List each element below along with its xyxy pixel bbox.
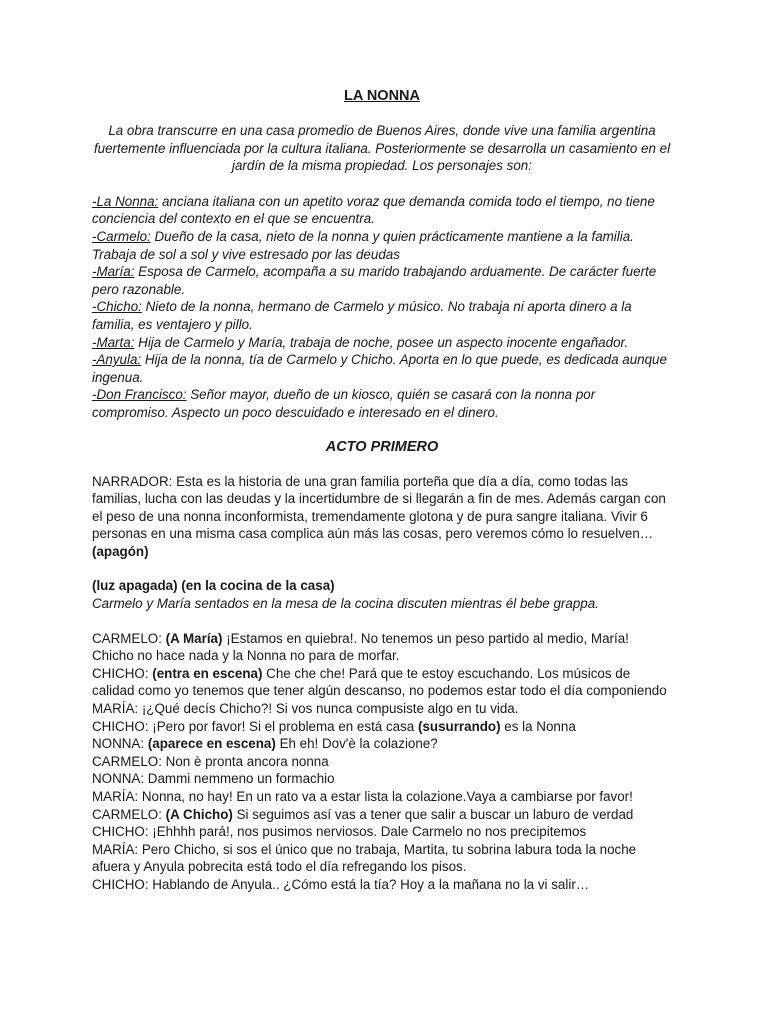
dialogue-line [92,700,672,718]
dialogue-line [92,665,672,700]
dialogue-line [92,753,672,771]
character-description: Dueño de la casa, nieto de la nonna y quien prácticamente mantiene a la familia. Trabaja de sol a sol y vive estresado por las deudas [92,228,634,262]
character-description: Hija de Carmelo y María, trabaja de noche, posee un aspecto inocente engañador. [134,334,629,350]
dialogue-text: NONNA: [92,736,148,752]
scene-heading: (luz apagada) (en la cocina de la casa) [92,578,335,594]
character-description: Hija de la nonna, tía de Carmelo y Chicho. Aporta en lo que puede, es dedicada aunque ingenua. [92,352,667,385]
character-entry [92,351,672,386]
character-name: -Anyula: [92,352,142,368]
dialogue-text: CHICHO: ¡Ehhhh pará!, nos pusimos nerviosos. Dale Carmelo no nos precipitemos [92,824,587,840]
dialogue-text: CARMELO: [92,806,166,822]
scene-block [92,577,672,612]
dialogue-text: CARMELO: [92,630,166,646]
dialogue-line [92,841,672,876]
document-page [92,86,672,894]
stage-direction: (A Chicho) [165,806,233,822]
dialogue-text: CHICHO: Hablando de Anyula.. ¿Cómo está la tía? Hoy a la mañana no la vi salir… [92,876,590,892]
dialogue-text: Che che che! Pará que te estoy escuchando. Los músicos de calidad como yo tenemos que tener algún descanso, no podemos estar todo el día componiendo [92,665,667,699]
character-entry [92,193,672,228]
character-name: -La Nonna: [92,193,159,209]
dialogue-text: MARÍA: ¡¿Qué decís Chicho?! Si vos nunca compusiste algo en tu vida. [92,701,519,717]
stage-direction: (susurrando) [417,718,501,734]
dialogue-line [92,718,672,736]
character-description: anciana italiana con un apetito voraz que demanda comida todo el tiempo, no tiene conciencia del contexto en el que se encuentra. [92,193,655,227]
stage-direction: (aparece en escena) [147,736,276,752]
intro-paragraph: La obra transcurre en una casa promedio de Buenos Aires, donde vive una familia argentina fuertemente influenciada por la cultura italiana. Posteriormente se desarrolla un casamiento en el jardín de la misma propiedad. Los personajes son: [93,123,671,174]
stage-direction: (A María) [165,630,223,646]
narrator-paragraph [92,473,672,561]
character-entry [92,298,672,333]
dialogue-text: Eh eh! Dov'è la colazione? [275,736,438,752]
dialogue-line [92,806,672,824]
character-entry [92,228,672,263]
character-name: -María: [92,264,135,280]
dialogue-text: ¡Estamos en quiebra!. No tenemos un peso partido al medio, María! Chicho no hace nada y la Nonna no para de morfar. [92,630,629,664]
dialogue-text: CHICHO: [92,665,153,681]
character-description: Nieto de la nonna, hermano de Carmelo y músico. No trabaja ni aporta dinero a la familia, es ventajero y pillo. [92,299,632,332]
character-entry [92,334,672,352]
act-heading: ACTO PRIMERO [325,438,439,455]
dialogue-line [92,735,672,753]
dialogue-line [92,823,672,841]
character-entry [92,263,672,298]
dialogue-line [92,770,672,788]
character-list [92,193,672,422]
dialogue-text: es la Nonna [500,718,576,734]
dialogue-text: MARÍA: Pero Chicho, si sos el único que no trabaja, Martita, tu sobrina labura toda la noche afuera y Anyula pobrecita está todo el día refregando los pisos. [92,841,637,875]
dialogue-text: CARMELO: Non è pronta ancora nonna [92,753,329,769]
dialogue-text: CHICHO: ¡Pero por favor! Si el problema en está casa [92,718,418,734]
character-name: -Don Francisco: [92,387,187,403]
character-description: Esposa de Carmelo, acompaña a su marido trabajando arduamente. De carácter fuerte pero razonable. [92,264,657,297]
dialogue-text: NONNA: Dammi nemmeno un formachio [92,771,335,787]
stage-direction: (entra en escena) [152,665,263,681]
character-name: -Marta: [92,334,135,350]
dialogue-line [92,876,672,894]
dialogue-block [92,630,672,894]
character-name: -Chicho: [92,299,142,315]
narrator-text: NARRADOR: Esta es la historia de una gran familia porteña que día a día, como todas las familias, lucha con las deudas y la incertidumbre de si llegarán a fin de mes. Además cargan con el peso de una nonna inconformista, tremendamente glotona y de pura sangre italiana. Vivir 6 personas en una misma casa complica aún más las cosas, pero veremos cómo lo resuelven… [92,473,666,542]
dialogue-text: MARÍA: Nonna, no hay! En un rato va a estar lista la colazione.Vaya a cambiarse por favor! [92,789,633,804]
scene-description: Carmelo y María sentados en la mesa de la cocina discuten mientras él bebe grappa. [92,596,599,612]
stage-cue: (apagón) [92,543,149,559]
character-name: -Carmelo: [92,228,151,244]
dialogue-text: Si seguimos así vas a tener que salir a buscar un laburo de verdad [232,806,634,822]
document-title: LA NONNA [344,88,420,104]
character-entry [92,386,672,421]
character-description: Señor mayor, dueño de un kiosco, quién se casará con la nonna por compromiso. Aspecto un poco descuidado e interesado en el dinero. [92,387,596,420]
dialogue-line [92,630,672,665]
dialogue-line [92,788,672,806]
